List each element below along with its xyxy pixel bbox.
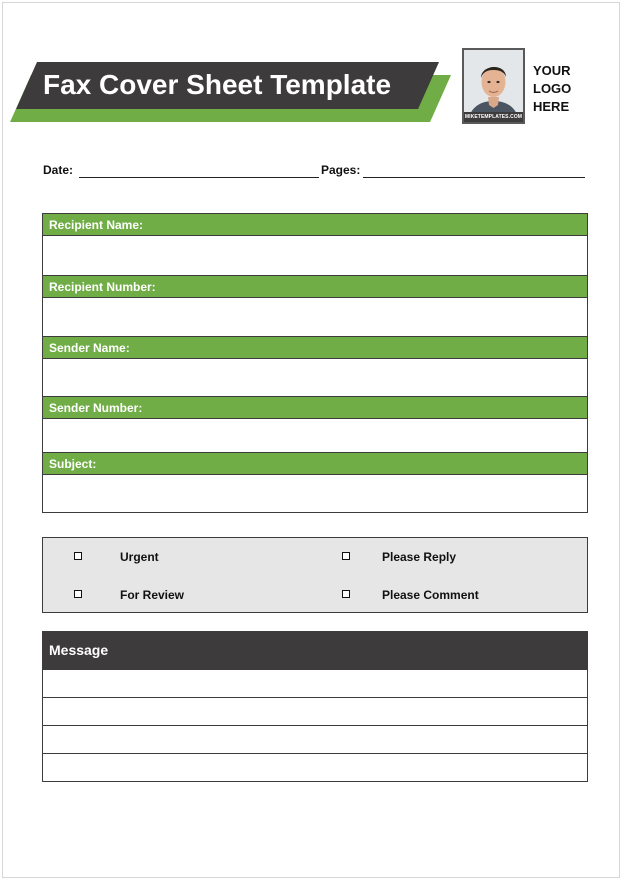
message-line[interactable] xyxy=(43,725,587,753)
pages-field[interactable] xyxy=(363,177,585,178)
please-reply-label: Please Reply xyxy=(382,550,457,564)
page-title: Fax Cover Sheet Template xyxy=(43,69,392,100)
subject-label: Subject: xyxy=(43,453,587,475)
urgent-checkbox[interactable] xyxy=(74,552,82,560)
for-review-checkbox[interactable] xyxy=(74,590,82,598)
logo-photo xyxy=(462,48,525,124)
message-line[interactable] xyxy=(43,697,587,725)
sender-number-label: Sender Number: xyxy=(43,397,587,419)
logo-caption: MIKETEMPLATES.COM xyxy=(464,114,523,120)
date-field[interactable] xyxy=(79,177,319,178)
recipient-number-label: Recipient Number: xyxy=(43,276,587,298)
sender-number-field[interactable] xyxy=(43,419,587,453)
for-review-label: For Review xyxy=(120,588,185,602)
message-line[interactable] xyxy=(43,753,587,781)
date-label: Date: xyxy=(43,163,74,177)
sender-name-field[interactable] xyxy=(43,359,587,397)
logo-text-line: HERE xyxy=(533,99,570,114)
recipient-number-field[interactable] xyxy=(43,298,587,337)
message-line[interactable] xyxy=(43,669,587,697)
message-heading: Message xyxy=(43,632,587,669)
recipient-name-field[interactable] xyxy=(43,236,587,276)
urgent-label: Urgent xyxy=(120,550,159,564)
sender-name-label: Sender Name: xyxy=(43,337,587,359)
please-comment-label: Please Comment xyxy=(382,588,479,602)
please-reply-checkbox[interactable] xyxy=(342,552,350,560)
subject-field[interactable] xyxy=(43,475,587,512)
logo-placeholder-text xyxy=(533,62,603,116)
logo-text-line: YOUR xyxy=(533,63,571,78)
recipient-name-label: Recipient Name: xyxy=(43,214,587,236)
please-comment-checkbox[interactable] xyxy=(342,590,350,598)
contact-info-table xyxy=(42,213,588,513)
fax-options xyxy=(42,537,588,613)
message-table xyxy=(42,631,588,782)
logo-text-line: LOGO xyxy=(533,81,572,96)
pages-label: Pages: xyxy=(321,163,361,177)
fax-cover-page xyxy=(2,2,620,878)
